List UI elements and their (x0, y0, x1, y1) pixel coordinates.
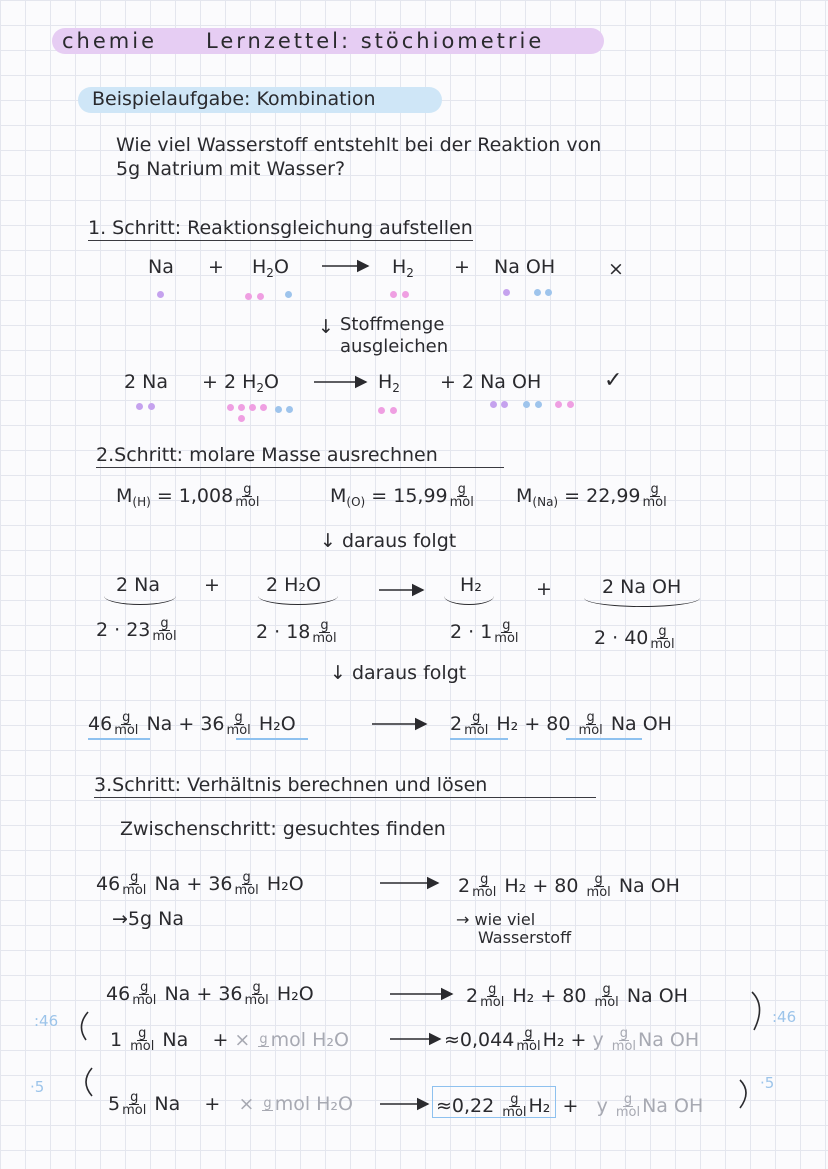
mass-equation-products: 2 g mol H₂ + 80 g mol Na OH (450, 710, 672, 738)
eq1-plus-1: + (208, 256, 224, 278)
page-title: Lernzettel: stöchiometrie (206, 29, 545, 53)
highlight-underline (566, 738, 642, 740)
molar-mass-h: $M_{(H)} = 1,008$ g mol (116, 482, 260, 510)
highlight-underline (450, 738, 508, 740)
example-label: Beispielaufgabe: Kombination (92, 88, 376, 110)
term-formula-1: 2 Na (116, 574, 160, 596)
cross-mark: × (608, 258, 624, 280)
eq2-hydrogen: $H_2$ (378, 371, 400, 395)
eq1-na: Na (148, 256, 174, 278)
balance-note-2: ausgleichen (340, 336, 449, 357)
eq2-na: 2 Na (124, 371, 168, 393)
term-calc-2: 2 · 18 g mol (256, 618, 337, 646)
eq1-plus-2: + (454, 256, 470, 278)
term-calc-4: 2 · 40 g mol (594, 624, 675, 652)
check-mark: ✓ (604, 368, 623, 393)
highlight-underline (236, 738, 308, 740)
follows-note-1: ↓ daraus folgt (320, 530, 457, 552)
follows-note-2: ↓ daraus folgt (330, 662, 467, 684)
ratio-row-3-products: ≈0,22 g mol H₂ + y g mol Na OH (436, 1092, 704, 1120)
given-equation-products: 2 g mol H₂ + 80 g mol Na OH (458, 872, 680, 900)
given-value: →5g Na (112, 908, 184, 930)
down-arrow: ↓ (318, 316, 334, 338)
ratio-row-1-products: 2 g mol H₂ + 80 g mol Na OH (466, 982, 688, 1010)
step3-title: 3.Schritt: Verhältnis berechnen und lösen (94, 776, 596, 798)
ratio-row-3: 5 g mol Na + × g mol H₂O (108, 1090, 353, 1118)
divide-note-left: :46 (34, 1012, 59, 1030)
step3-subtitle: Zwischenschritt: gesuchtes finden (120, 818, 446, 840)
wanted-line-1: → wie viel (456, 910, 536, 929)
ratio-row-2-products: ≈0,044 g mol H₂ + y g mol Na OH (444, 1026, 700, 1054)
highlight-underline (88, 738, 150, 740)
divide-note-right: :46 (772, 1008, 797, 1026)
molar-mass-o: $M_{(O)} = 15,99$ g mol (330, 482, 474, 510)
term-plus-2: + (536, 578, 552, 600)
term-formula-4: 2 Na OH (602, 576, 682, 598)
eq1-naoh: Na OH (494, 256, 556, 278)
question-line-2: 5g Natrium mit Wasser? (116, 158, 346, 180)
multiply-note-left: ·5 (30, 1078, 45, 1096)
term-plus-1: + (204, 574, 220, 596)
term-formula-3: H₂ (460, 574, 482, 596)
step1-title: 1. Schritt: Reaktionsgleichung aufstellen (88, 217, 473, 239)
given-equation: 46 g mol Na + 36 g mol H₂O (96, 870, 304, 898)
ratio-row-2: 1 g mol Na + × g mol H₂O (110, 1026, 349, 1054)
term-calc-3: 2 · 1 g mol (450, 618, 519, 646)
eq1-water: $H_2O$ (252, 256, 289, 280)
balance-note-1: Stoffmenge (340, 314, 445, 335)
ratio-row-1: 46 g mol Na + 36 g mol H₂O (106, 980, 314, 1008)
term-calc-1: 2 · 23 g mol (96, 616, 177, 644)
eq1-hydrogen: $H_2$ (392, 256, 414, 280)
subject-label: chemie (62, 29, 157, 53)
term-formula-2: 2 H₂O (266, 574, 321, 596)
molar-mass-na: $M_{(Na)} = 22,99$ g mol (516, 482, 667, 510)
multiply-note-right: ·5 (760, 1074, 775, 1092)
wanted-line-2: Wasserstoff (478, 928, 572, 947)
question-line-1: Wie viel Wasserstoff entstehlt bei der Reaktion von (116, 134, 602, 156)
step2-title: 2.Schritt: molare Masse ausrechnen (96, 446, 504, 468)
mass-equation: 46 g mol Na + 36 g mol H₂O (88, 710, 296, 738)
eq2-water: + 2 $H_2O$ (202, 371, 279, 395)
eq2-naoh: + 2 Na OH (440, 371, 542, 393)
